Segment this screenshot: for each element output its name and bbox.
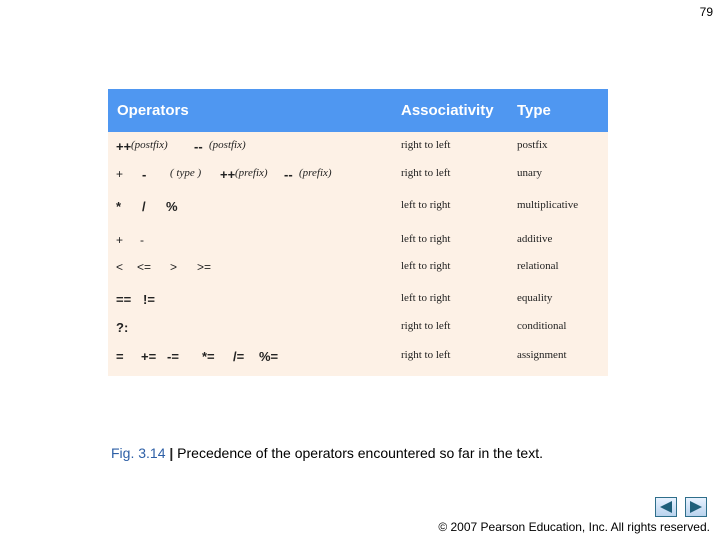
type-cell: postfix bbox=[517, 139, 548, 151]
type-cell: conditional bbox=[517, 320, 567, 332]
associativity-cell: right to left bbox=[401, 320, 451, 332]
operator-token: -= bbox=[167, 349, 179, 364]
type-cell: equality bbox=[517, 292, 553, 304]
associativity-cell: right to left bbox=[401, 349, 451, 361]
table-row bbox=[108, 231, 608, 251]
operator-token: <= bbox=[137, 260, 152, 274]
next-slide-button[interactable] bbox=[685, 497, 707, 517]
operator-token: *= bbox=[202, 349, 215, 364]
associativity-cell: left to right bbox=[401, 199, 451, 211]
operator-token: == bbox=[116, 292, 132, 307]
type-cell: additive bbox=[517, 233, 553, 245]
operator-token: ( type ) bbox=[170, 167, 202, 179]
type-cell: unary bbox=[517, 167, 543, 179]
operator-token: > bbox=[170, 260, 178, 274]
table-row bbox=[108, 347, 608, 367]
figure-label: Fig. 3.14 bbox=[111, 445, 166, 461]
table-row bbox=[108, 258, 608, 278]
operator-token: -- bbox=[284, 167, 293, 182]
type-cell: assignment bbox=[517, 349, 567, 361]
operator-token: %= bbox=[259, 349, 279, 364]
operator-token: ++ bbox=[116, 139, 132, 154]
associativity-cell: left to right bbox=[401, 292, 451, 304]
right-triangle-icon bbox=[689, 501, 703, 513]
associativity-cell: left to right bbox=[401, 260, 451, 272]
type-cell: relational bbox=[517, 260, 559, 272]
operator-token: - bbox=[142, 167, 147, 182]
operator-token: + bbox=[116, 167, 124, 181]
operator-precedence-table bbox=[108, 89, 608, 376]
operator-token: (prefix) bbox=[235, 167, 268, 179]
left-triangle-icon bbox=[659, 501, 673, 513]
operator-token: != bbox=[143, 292, 155, 307]
operator-token: >= bbox=[197, 260, 212, 274]
operator-token: /= bbox=[233, 349, 245, 364]
operator-token: + bbox=[116, 233, 124, 247]
operator-token: - bbox=[140, 233, 144, 247]
table-row bbox=[108, 165, 608, 185]
operator-token: < bbox=[116, 260, 124, 274]
table-header bbox=[108, 89, 608, 132]
header-associativity: Associativity bbox=[401, 102, 494, 119]
table-row bbox=[108, 290, 608, 310]
associativity-cell: right to left bbox=[401, 167, 451, 179]
operator-token: (prefix) bbox=[299, 167, 332, 179]
table-row bbox=[108, 137, 608, 157]
header-operators: Operators bbox=[117, 102, 189, 119]
operator-token: % bbox=[166, 199, 178, 214]
operator-token: = bbox=[116, 349, 124, 364]
operator-token: (postfix) bbox=[209, 139, 246, 151]
associativity-cell: left to right bbox=[401, 233, 451, 245]
operator-token: (postfix) bbox=[131, 139, 168, 151]
operator-token: ?: bbox=[116, 320, 129, 335]
operator-token: += bbox=[141, 349, 157, 364]
previous-slide-button[interactable] bbox=[655, 497, 677, 517]
table-row bbox=[108, 197, 608, 217]
operator-token: * bbox=[116, 199, 122, 214]
page-number: 79 bbox=[699, 5, 713, 19]
table-row bbox=[108, 318, 608, 338]
associativity-cell: right to left bbox=[401, 139, 451, 151]
operator-token: / bbox=[142, 199, 146, 214]
figure-caption bbox=[111, 445, 543, 461]
copyright-footer: © 2007 Pearson Education, Inc. All rights reserved. bbox=[438, 520, 710, 534]
operator-token: -- bbox=[194, 139, 203, 154]
header-type: Type bbox=[517, 102, 551, 119]
caption-separator: | bbox=[169, 445, 174, 461]
operator-token: ++ bbox=[220, 167, 236, 182]
caption-text: Precedence of the operators encountered so far in the text. bbox=[173, 445, 543, 461]
type-cell: multiplicative bbox=[517, 199, 579, 211]
